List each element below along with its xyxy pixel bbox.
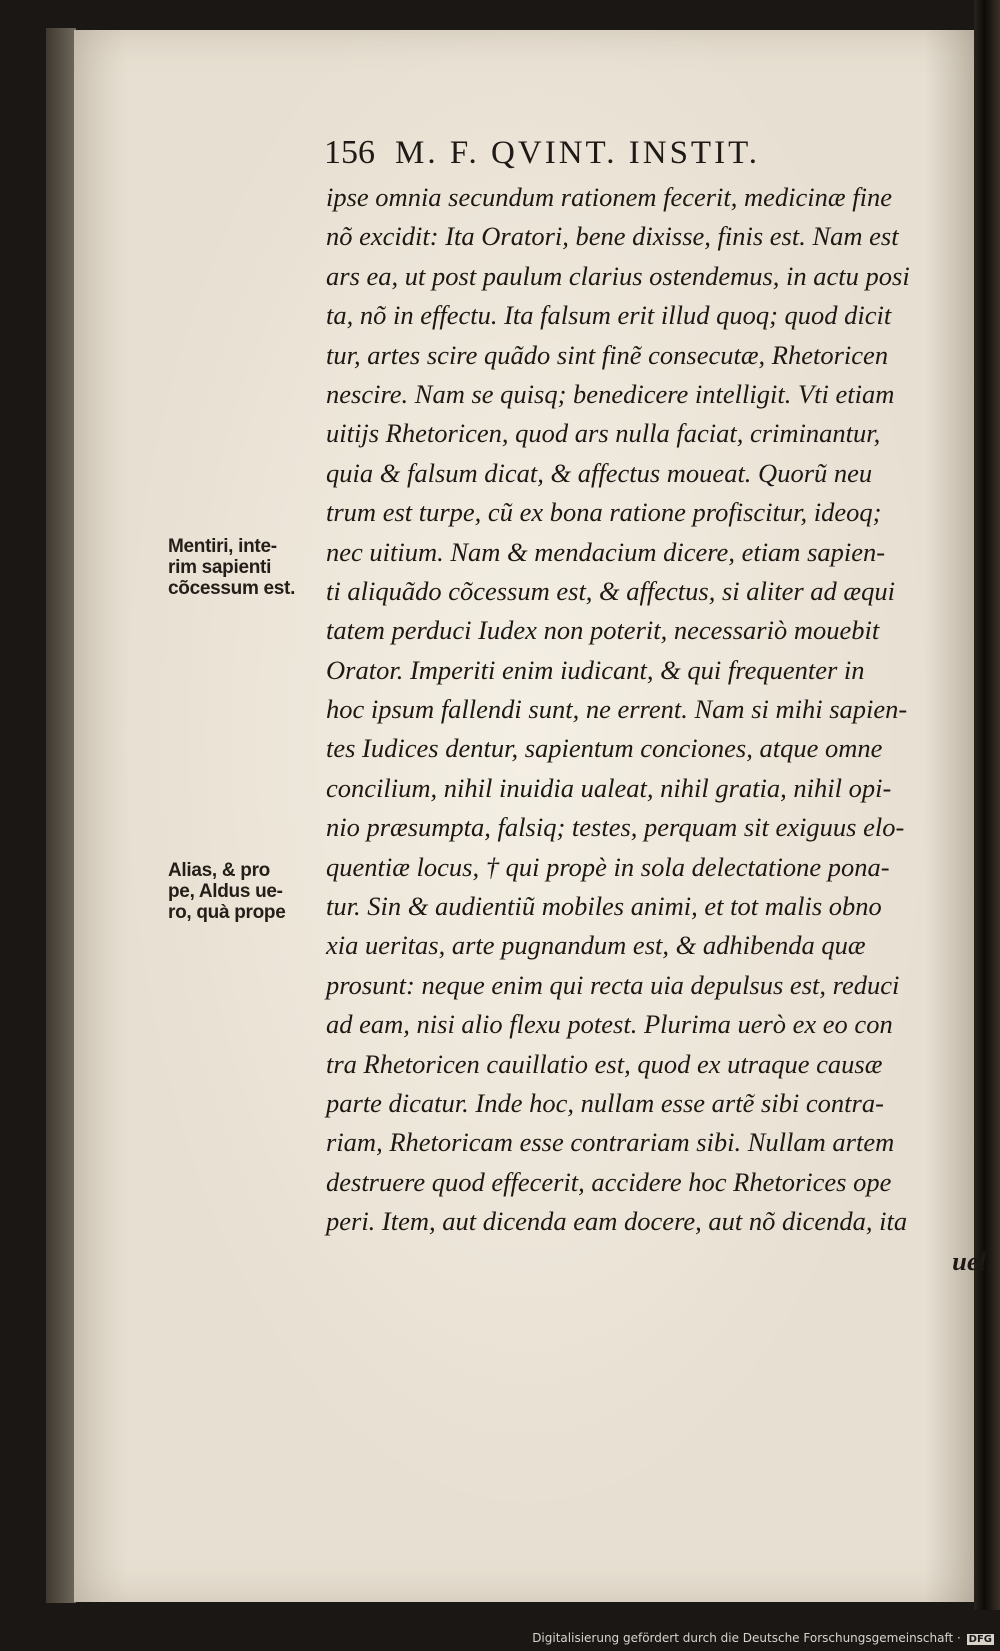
- text-line: tur, artes scire quãdo sint finẽ consecutæ, Rhetoricen: [326, 339, 889, 370]
- page-number: 156: [324, 134, 375, 171]
- text-line: quentiæ locus, † qui propè in sola delectatione pona-: [326, 851, 890, 882]
- body-text: [326, 178, 986, 1281]
- text-line: nec uitium. Nam & mendacium dicere, etiam sapien-: [326, 536, 886, 567]
- text-line: nõ excidit: Ita Oratori, bene dixisse, finis est. Nam est: [326, 221, 899, 252]
- text-line: destruere quod effecerit, accidere hoc Rhetorices ope: [326, 1166, 892, 1197]
- digitization-credit: [532, 1631, 994, 1645]
- text-line: nio præsumpta, falsiq; testes, perquam sit exiguus elo-: [326, 812, 905, 843]
- text-line: riam, Rhetoricam esse contrariam sibi. Nullam artem: [326, 1127, 895, 1158]
- running-head-title: M. F. QVINT. INSTIT.: [395, 135, 761, 171]
- text-line: tatem perduci Iudex non poterit, necessariò mouebit: [326, 615, 880, 646]
- text-line: ipse omnia secundum rationem fecerit, medicinæ fine: [326, 182, 892, 212]
- catchword: uel: [952, 1245, 986, 1276]
- text-line: peri. Item, aut dicenda eam docere, aut nõ dicenda, ita: [326, 1206, 908, 1237]
- text-line: parte dicatur. Inde hoc, nullam esse artẽ sibi contra-: [326, 1087, 884, 1118]
- text-line: ars ea, ut post paulum clarius ostendemus, in actu posi: [326, 260, 910, 291]
- left-shadow-band: [46, 28, 76, 1603]
- dfg-logo: DFG: [968, 1634, 992, 1645]
- margin-note-line: Mentiri, inte-: [168, 536, 277, 557]
- margin-note-line: ro, quà prope: [168, 902, 286, 923]
- text-line: concilium, nihil inuidia ualeat, nihil gratia, nihil opi-: [326, 772, 892, 803]
- margin-note-line: pe, Aldus ue-: [168, 881, 283, 902]
- margin-note: [168, 860, 318, 923]
- text-line: ta, nõ in effectu. Ita falsum erit illud quoq; quod dicit: [326, 300, 892, 331]
- text-line: xia ueritas, arte pugnandum est, & adhibenda quæ: [326, 930, 866, 961]
- text-line: trum est turpe, cũ ex bona ratione profiscitur, ideoq;: [326, 497, 882, 528]
- text-line: nescire. Nam se quisq; benedicere intelligit. Vti etiam: [326, 378, 895, 409]
- margin-note: [168, 536, 318, 599]
- text-line: ad eam, nisi alio flexu potest. Plurima uerò ex eo con: [326, 1009, 893, 1040]
- text-line: prosunt: neque enim qui recta uia depulsus est, reduci: [326, 969, 900, 1000]
- text-line: ti aliquãdo cõcessum est, & affectus, si aliter ad æqui: [326, 575, 895, 606]
- text-line: tra Rhetoricen cauillatio est, quod ex utraque causæ: [326, 1048, 883, 1079]
- margin-note-line: Alias, & pro: [168, 860, 270, 881]
- margin-note-line: cõcessum est.: [168, 578, 296, 599]
- text-line: tes Iudices dentur, sapientum conciones, atque omne: [326, 733, 883, 764]
- text-line: tur. Sin & audientiũ mobiles animi, et tot malis obno: [326, 891, 882, 922]
- text-line: hoc ipsum fallendi sunt, ne errent. Nam si mihi sapien-: [326, 694, 908, 725]
- text-line: quia & falsum dicat, & affectus moueat. Quorũ neu: [326, 457, 873, 488]
- text-line: Orator. Imperiti enim iudicant, & qui frequenter in: [326, 654, 865, 685]
- margin-note-line: rim sapienti: [168, 557, 272, 578]
- text-line: uitijs Rhetoricen, quod ars nulla faciat, criminantur,: [326, 418, 881, 449]
- credit-text: Digitalisierung gefördert durch die Deutsche Forschungsgemeinschaft ·: [532, 1631, 961, 1645]
- running-head: [324, 134, 984, 174]
